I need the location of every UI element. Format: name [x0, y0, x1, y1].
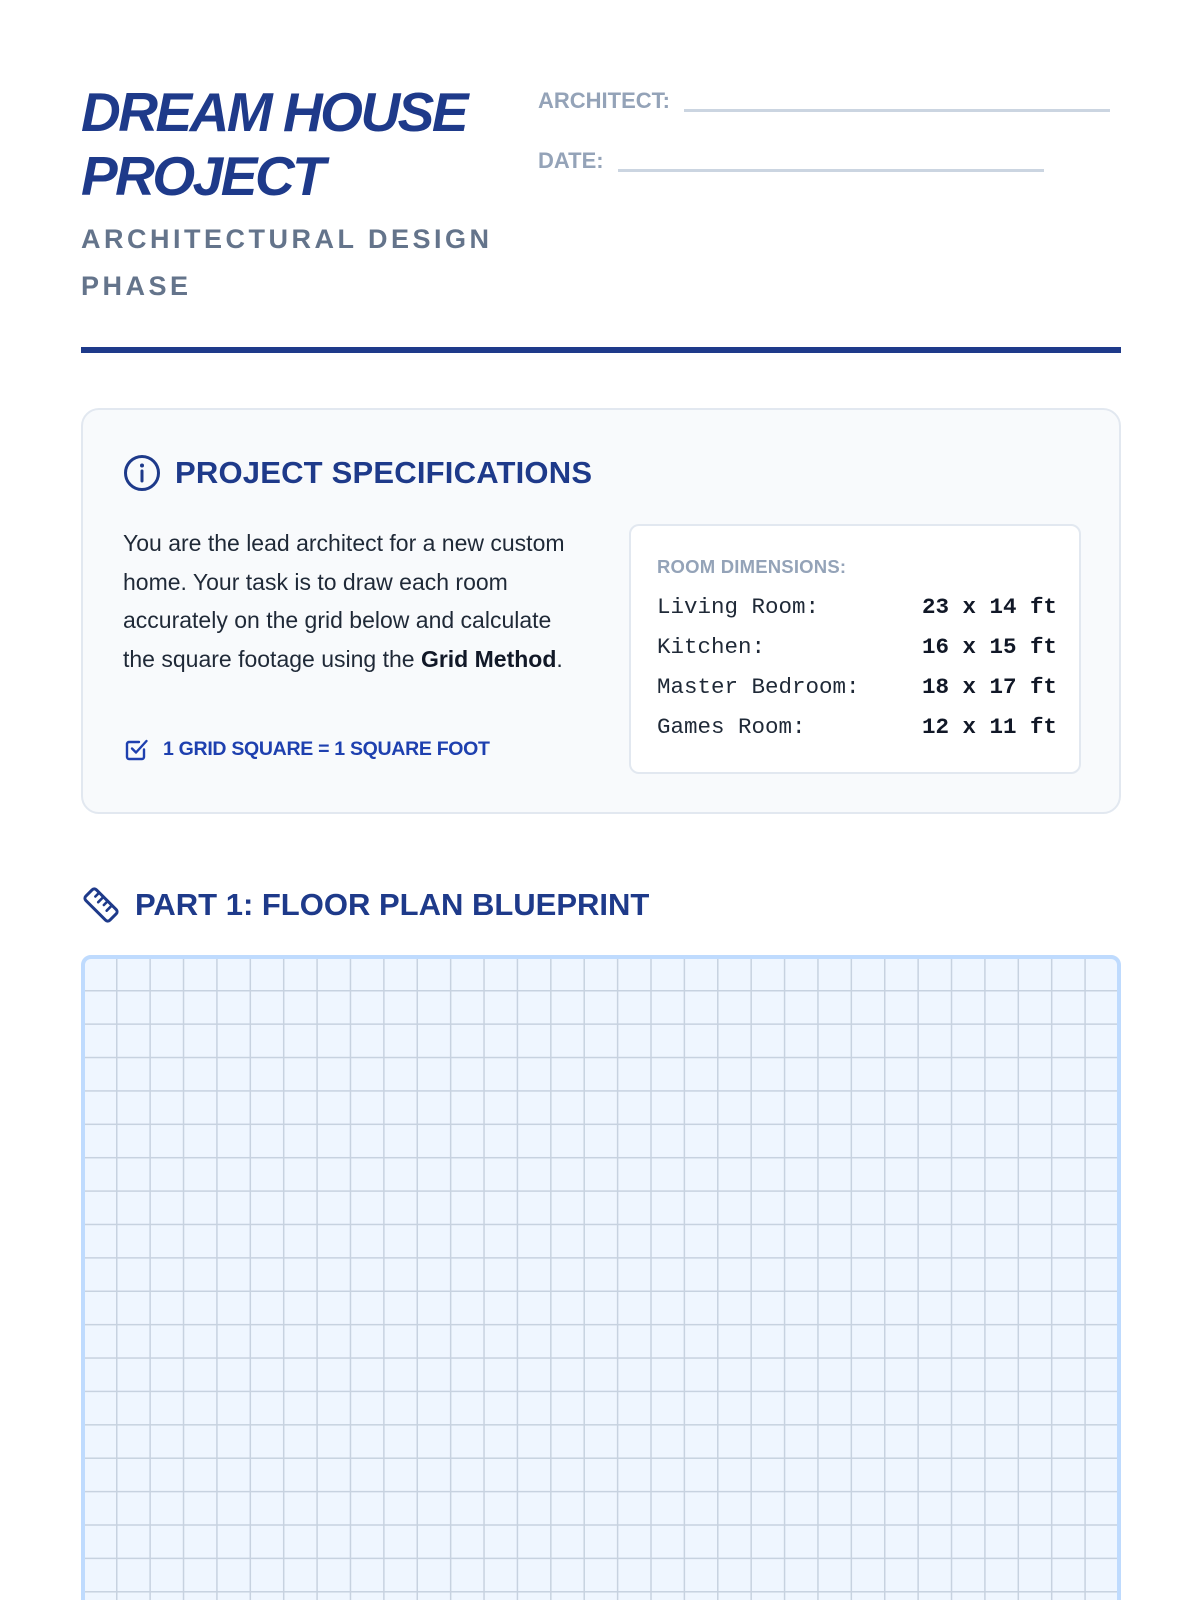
room-name: Master Bedroom:	[657, 674, 860, 700]
specifications-heading	[123, 454, 592, 492]
specifications-description	[123, 524, 583, 678]
grid-scale-note	[123, 736, 490, 763]
room-row	[657, 714, 1057, 754]
room-row	[657, 634, 1057, 674]
room-dimensions-title: ROOM DIMENSIONS:	[657, 556, 847, 577]
grid-lines	[85, 959, 1117, 1600]
page-title: DREAM HOUSE PROJECT	[81, 81, 467, 207]
project-specifications-card	[81, 408, 1121, 814]
specifications-title: PROJECT SPECIFICATIONS	[175, 455, 593, 490]
room-name: Kitchen:	[657, 634, 766, 660]
page-subtitle: ARCHITECTURAL DESIGN PHASE	[81, 224, 493, 301]
architect-input-line[interactable]	[684, 109, 1110, 112]
room-dimensions: 12 x 11 ft	[921, 714, 1057, 740]
date-input-line[interactable]	[618, 169, 1044, 172]
title-block	[81, 80, 521, 310]
architect-label: ARCHITECT:	[538, 88, 670, 113]
room-dimensions: 16 x 15 ft	[921, 634, 1057, 660]
header-divider	[81, 347, 1121, 353]
part1-heading	[81, 885, 649, 925]
room-row	[657, 594, 1057, 634]
part1-title: PART 1: FLOOR PLAN BLUEPRINT	[135, 887, 650, 922]
ruler-icon	[81, 885, 121, 925]
date-label: DATE:	[538, 148, 604, 173]
description-text: You are the lead architect for a new custom home. Your task is to draw each room accurately on the grid below and calculate the square footage using the	[123, 530, 565, 672]
checkbox-icon	[123, 736, 150, 763]
info-circle-icon	[123, 454, 161, 492]
room-name: Living Room:	[657, 594, 820, 620]
room-name: Games Room:	[657, 714, 806, 740]
room-dimensions: 18 x 17 ft	[921, 674, 1057, 700]
room-dimensions: 23 x 14 ft	[921, 594, 1057, 620]
date-field[interactable]	[538, 148, 1044, 174]
grid-method-emphasis: Grid Method	[420, 645, 557, 672]
description-end: .	[556, 645, 563, 672]
room-dimensions-card	[629, 524, 1081, 774]
grid-scale-text: 1 GRID SQUARE = 1 SQUARE FOOT	[163, 738, 490, 760]
floor-plan-grid[interactable]	[81, 955, 1121, 1600]
room-row	[657, 674, 1057, 714]
architect-field[interactable]	[538, 88, 1110, 114]
